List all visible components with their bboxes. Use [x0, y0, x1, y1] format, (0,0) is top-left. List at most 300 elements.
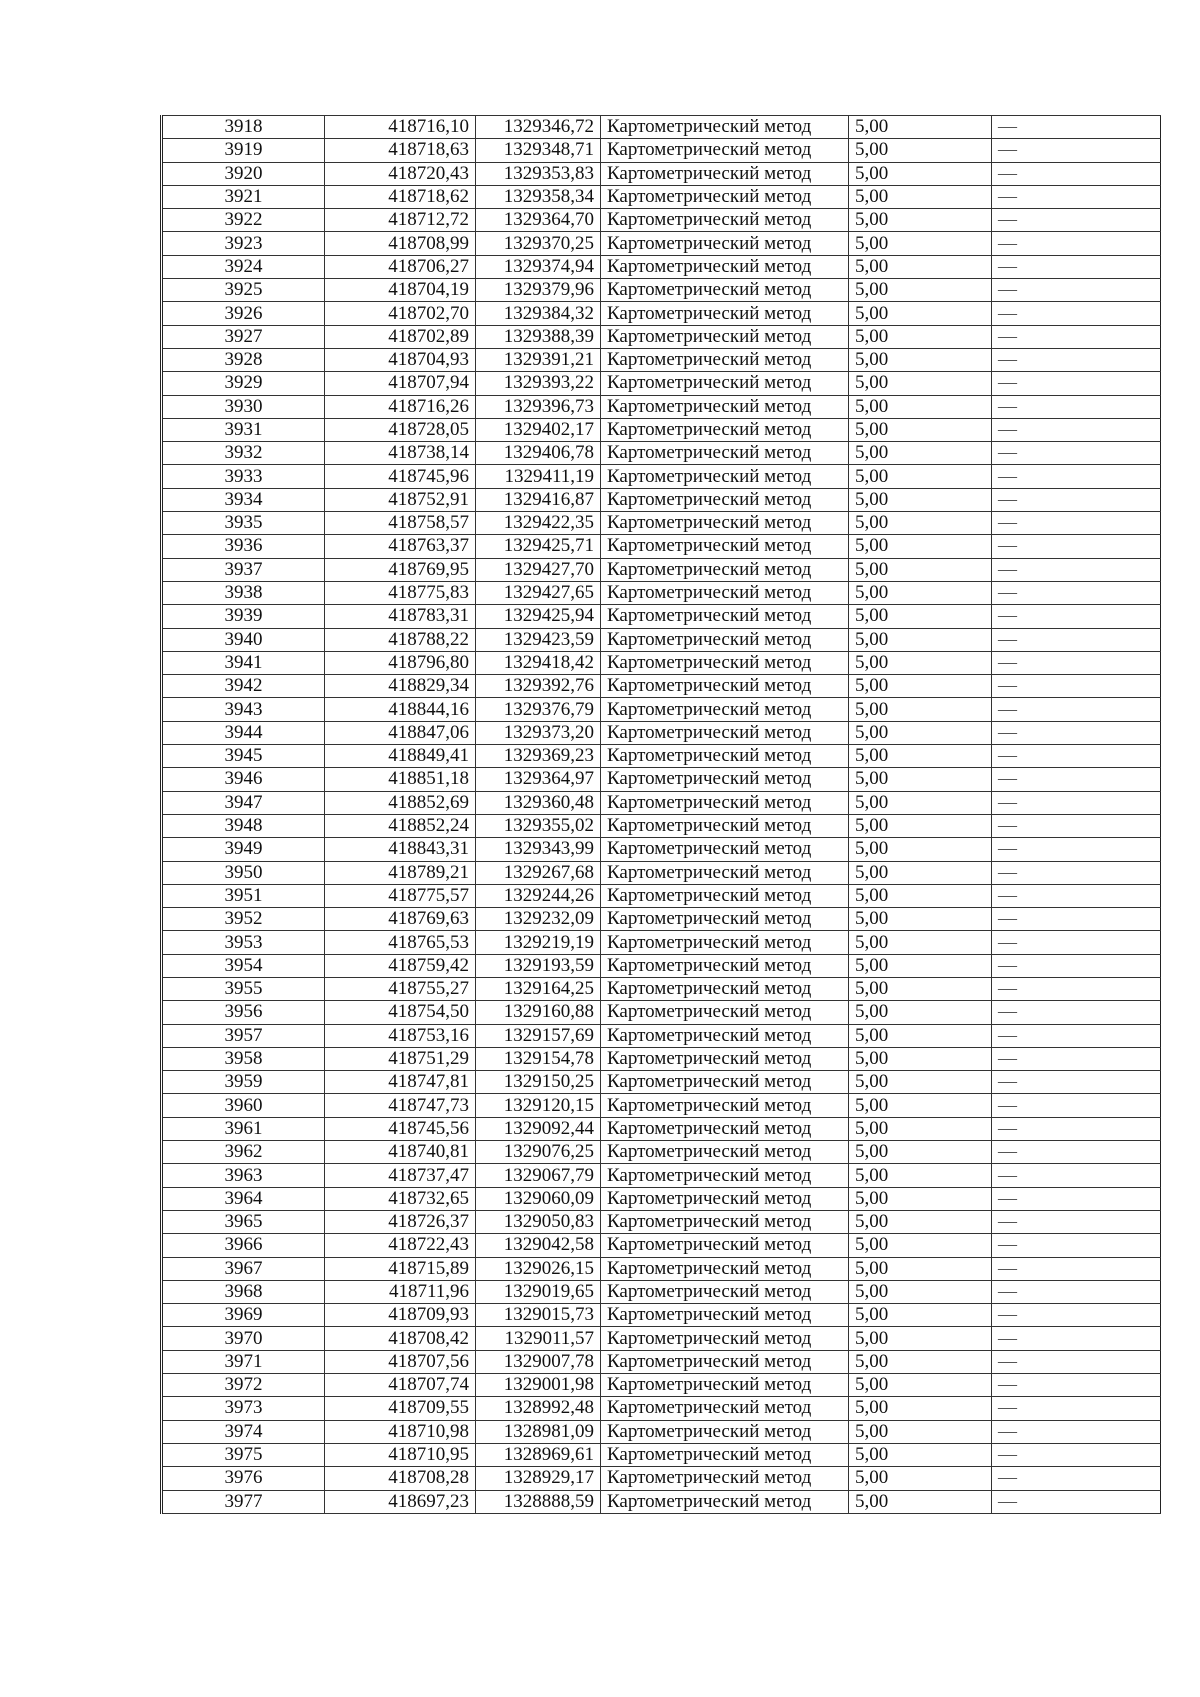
- method-cell: Картометрический метод: [601, 698, 849, 721]
- precision-cell: 5,00: [849, 954, 992, 977]
- y-coordinate-cell: 1329391,21: [476, 348, 601, 371]
- point-number-cell: 3961: [162, 1117, 325, 1140]
- precision-cell: 5,00: [849, 721, 992, 744]
- table-row: [162, 535, 1161, 558]
- method-cell: Картометрический метод: [601, 768, 849, 791]
- table-row: [162, 605, 1161, 628]
- point-number-cell: 3918: [162, 116, 325, 139]
- method-cell: Картометрический метод: [601, 512, 849, 535]
- precision-cell: 5,00: [849, 1257, 992, 1280]
- note-cell: —: [992, 442, 1161, 465]
- note-cell: —: [992, 1467, 1161, 1490]
- note-cell: —: [992, 675, 1161, 698]
- table-row: [162, 1047, 1161, 1070]
- table-row: [162, 255, 1161, 278]
- table-row: [162, 1420, 1161, 1443]
- note-cell: —: [992, 395, 1161, 418]
- method-cell: Картометрический метод: [601, 814, 849, 837]
- y-coordinate-cell: 1329150,25: [476, 1071, 601, 1094]
- point-number-cell: 3934: [162, 488, 325, 511]
- precision-cell: 5,00: [849, 1467, 992, 1490]
- y-coordinate-cell: 1328992,48: [476, 1397, 601, 1420]
- precision-cell: 5,00: [849, 465, 992, 488]
- precision-cell: 5,00: [849, 745, 992, 768]
- method-cell: Картометрический метод: [601, 325, 849, 348]
- method-cell: Картометрический метод: [601, 1397, 849, 1420]
- x-coordinate-cell: 418737,47: [325, 1164, 476, 1187]
- point-number-cell: 3950: [162, 861, 325, 884]
- x-coordinate-cell: 418843,31: [325, 838, 476, 861]
- note-cell: —: [992, 232, 1161, 255]
- y-coordinate-cell: 1329364,97: [476, 768, 601, 791]
- y-coordinate-cell: 1329007,78: [476, 1350, 601, 1373]
- table-row: [162, 581, 1161, 604]
- point-number-cell: 3919: [162, 139, 325, 162]
- note-cell: —: [992, 1094, 1161, 1117]
- note-cell: —: [992, 1374, 1161, 1397]
- note-cell: —: [992, 698, 1161, 721]
- precision-cell: 5,00: [849, 209, 992, 232]
- y-coordinate-cell: 1329425,71: [476, 535, 601, 558]
- precision-cell: 5,00: [849, 1374, 992, 1397]
- x-coordinate-cell: 418708,28: [325, 1467, 476, 1490]
- x-coordinate-cell: 418708,99: [325, 232, 476, 255]
- point-number-cell: 3942: [162, 675, 325, 698]
- note-cell: —: [992, 884, 1161, 907]
- method-cell: Картометрический метод: [601, 372, 849, 395]
- table-row: [162, 1001, 1161, 1024]
- y-coordinate-cell: 1329346,72: [476, 116, 601, 139]
- table-row: [162, 139, 1161, 162]
- y-coordinate-cell: 1329067,79: [476, 1164, 601, 1187]
- precision-cell: 5,00: [849, 1141, 992, 1164]
- x-coordinate-cell: 418829,34: [325, 675, 476, 698]
- x-coordinate-cell: 418755,27: [325, 977, 476, 1000]
- y-coordinate-cell: 1329015,73: [476, 1304, 601, 1327]
- precision-cell: 5,00: [849, 581, 992, 604]
- point-number-cell: 3940: [162, 628, 325, 651]
- method-cell: Картометрический метод: [601, 931, 849, 954]
- table-row: [162, 395, 1161, 418]
- method-cell: Картометрический метод: [601, 675, 849, 698]
- point-number-cell: 3954: [162, 954, 325, 977]
- precision-cell: 5,00: [849, 558, 992, 581]
- precision-cell: 5,00: [849, 931, 992, 954]
- y-coordinate-cell: 1329353,83: [476, 162, 601, 185]
- precision-cell: 5,00: [849, 1304, 992, 1327]
- precision-cell: 5,00: [849, 1443, 992, 1466]
- note-cell: —: [992, 1327, 1161, 1350]
- precision-cell: 5,00: [849, 1280, 992, 1303]
- note-cell: —: [992, 1187, 1161, 1210]
- method-cell: Картометрический метод: [601, 1467, 849, 1490]
- y-coordinate-cell: 1329092,44: [476, 1117, 601, 1140]
- note-cell: —: [992, 185, 1161, 208]
- method-cell: Картометрический метод: [601, 1420, 849, 1443]
- table-row: [162, 1094, 1161, 1117]
- x-coordinate-cell: 418852,69: [325, 791, 476, 814]
- precision-cell: 5,00: [849, 418, 992, 441]
- point-number-cell: 3920: [162, 162, 325, 185]
- x-coordinate-cell: 418716,26: [325, 395, 476, 418]
- x-coordinate-cell: 418745,96: [325, 465, 476, 488]
- x-coordinate-cell: 418765,53: [325, 931, 476, 954]
- x-coordinate-cell: 418702,89: [325, 325, 476, 348]
- precision-cell: 5,00: [849, 838, 992, 861]
- precision-cell: 5,00: [849, 255, 992, 278]
- method-cell: Картометрический метод: [601, 1257, 849, 1280]
- x-coordinate-cell: 418728,05: [325, 418, 476, 441]
- method-cell: Картометрический метод: [601, 535, 849, 558]
- method-cell: Картометрический метод: [601, 581, 849, 604]
- x-coordinate-cell: 418707,94: [325, 372, 476, 395]
- method-cell: Картометрический метод: [601, 255, 849, 278]
- note-cell: —: [992, 745, 1161, 768]
- note-cell: —: [992, 1280, 1161, 1303]
- point-number-cell: 3962: [162, 1141, 325, 1164]
- precision-cell: 5,00: [849, 1234, 992, 1257]
- x-coordinate-cell: 418759,42: [325, 954, 476, 977]
- method-cell: Картометрический метод: [601, 1210, 849, 1233]
- x-coordinate-cell: 418852,24: [325, 814, 476, 837]
- point-number-cell: 3964: [162, 1187, 325, 1210]
- precision-cell: 5,00: [849, 442, 992, 465]
- y-coordinate-cell: 1329369,23: [476, 745, 601, 768]
- y-coordinate-cell: 1329425,94: [476, 605, 601, 628]
- note-cell: —: [992, 372, 1161, 395]
- y-coordinate-cell: 1329154,78: [476, 1047, 601, 1070]
- precision-cell: 5,00: [849, 884, 992, 907]
- x-coordinate-cell: 418753,16: [325, 1024, 476, 1047]
- precision-cell: 5,00: [849, 185, 992, 208]
- method-cell: Картометрический метод: [601, 884, 849, 907]
- y-coordinate-cell: 1329019,65: [476, 1280, 601, 1303]
- point-number-cell: 3933: [162, 465, 325, 488]
- precision-cell: 5,00: [849, 395, 992, 418]
- y-coordinate-cell: 1329388,39: [476, 325, 601, 348]
- point-number-cell: 3926: [162, 302, 325, 325]
- x-coordinate-cell: 418726,37: [325, 1210, 476, 1233]
- table-row: [162, 1374, 1161, 1397]
- point-number-cell: 3965: [162, 1210, 325, 1233]
- method-cell: Картометрический метод: [601, 1234, 849, 1257]
- point-number-cell: 3951: [162, 884, 325, 907]
- note-cell: —: [992, 512, 1161, 535]
- method-cell: Картометрический метод: [601, 1443, 849, 1466]
- point-number-cell: 3955: [162, 977, 325, 1000]
- precision-cell: 5,00: [849, 675, 992, 698]
- point-number-cell: 3952: [162, 908, 325, 931]
- precision-cell: 5,00: [849, 1210, 992, 1233]
- x-coordinate-cell: 418720,43: [325, 162, 476, 185]
- y-coordinate-cell: 1329360,48: [476, 791, 601, 814]
- precision-cell: 5,00: [849, 162, 992, 185]
- note-cell: —: [992, 791, 1161, 814]
- x-coordinate-cell: 418704,93: [325, 348, 476, 371]
- precision-cell: 5,00: [849, 325, 992, 348]
- note-cell: —: [992, 1071, 1161, 1094]
- point-number-cell: 3959: [162, 1071, 325, 1094]
- note-cell: —: [992, 1420, 1161, 1443]
- table-row: [162, 768, 1161, 791]
- note-cell: —: [992, 116, 1161, 139]
- table-row: [162, 814, 1161, 837]
- y-coordinate-cell: 1329370,25: [476, 232, 601, 255]
- table-row: [162, 1257, 1161, 1280]
- note-cell: —: [992, 861, 1161, 884]
- method-cell: Картометрический метод: [601, 1327, 849, 1350]
- y-coordinate-cell: 1329427,65: [476, 581, 601, 604]
- table-row: [162, 348, 1161, 371]
- y-coordinate-cell: 1329060,09: [476, 1187, 601, 1210]
- y-coordinate-cell: 1329411,19: [476, 465, 601, 488]
- precision-cell: 5,00: [849, 791, 992, 814]
- coordinates-table: [160, 115, 1161, 1514]
- point-number-cell: 3953: [162, 931, 325, 954]
- point-number-cell: 3960: [162, 1094, 325, 1117]
- y-coordinate-cell: 1328929,17: [476, 1467, 601, 1490]
- y-coordinate-cell: 1329416,87: [476, 488, 601, 511]
- y-coordinate-cell: 1329076,25: [476, 1141, 601, 1164]
- note-cell: —: [992, 651, 1161, 674]
- y-coordinate-cell: 1329406,78: [476, 442, 601, 465]
- point-number-cell: 3928: [162, 348, 325, 371]
- y-coordinate-cell: 1329355,02: [476, 814, 601, 837]
- note-cell: —: [992, 1490, 1161, 1513]
- precision-cell: 5,00: [849, 488, 992, 511]
- method-cell: Картометрический метод: [601, 116, 849, 139]
- point-number-cell: 3941: [162, 651, 325, 674]
- x-coordinate-cell: 418732,65: [325, 1187, 476, 1210]
- table-row: [162, 675, 1161, 698]
- method-cell: Картометрический метод: [601, 302, 849, 325]
- note-cell: —: [992, 279, 1161, 302]
- table-row: [162, 465, 1161, 488]
- note-cell: —: [992, 1350, 1161, 1373]
- method-cell: Картометрический метод: [601, 1490, 849, 1513]
- table-row: [162, 908, 1161, 931]
- note-cell: —: [992, 302, 1161, 325]
- point-number-cell: 3935: [162, 512, 325, 535]
- y-coordinate-cell: 1329422,35: [476, 512, 601, 535]
- x-coordinate-cell: 418710,98: [325, 1420, 476, 1443]
- x-coordinate-cell: 418849,41: [325, 745, 476, 768]
- y-coordinate-cell: 1329396,73: [476, 395, 601, 418]
- method-cell: Картометрический метод: [601, 232, 849, 255]
- y-coordinate-cell: 1329358,34: [476, 185, 601, 208]
- precision-cell: 5,00: [849, 1397, 992, 1420]
- x-coordinate-cell: 418707,74: [325, 1374, 476, 1397]
- table-row: [162, 185, 1161, 208]
- x-coordinate-cell: 418775,83: [325, 581, 476, 604]
- point-number-cell: 3922: [162, 209, 325, 232]
- precision-cell: 5,00: [849, 512, 992, 535]
- y-coordinate-cell: 1329376,79: [476, 698, 601, 721]
- y-coordinate-cell: 1329374,94: [476, 255, 601, 278]
- method-cell: Картометрический метод: [601, 1071, 849, 1094]
- y-coordinate-cell: 1329393,22: [476, 372, 601, 395]
- note-cell: —: [992, 139, 1161, 162]
- note-cell: —: [992, 1397, 1161, 1420]
- table-row: [162, 721, 1161, 744]
- method-cell: Картометрический метод: [601, 1164, 849, 1187]
- precision-cell: 5,00: [849, 1187, 992, 1210]
- precision-cell: 5,00: [849, 861, 992, 884]
- method-cell: Картометрический метод: [601, 1141, 849, 1164]
- note-cell: —: [992, 1443, 1161, 1466]
- point-number-cell: 3936: [162, 535, 325, 558]
- note-cell: —: [992, 1024, 1161, 1047]
- x-coordinate-cell: 418788,22: [325, 628, 476, 651]
- note-cell: —: [992, 1141, 1161, 1164]
- table-row: [162, 209, 1161, 232]
- point-number-cell: 3974: [162, 1420, 325, 1443]
- table-row: [162, 931, 1161, 954]
- precision-cell: 5,00: [849, 768, 992, 791]
- note-cell: —: [992, 1234, 1161, 1257]
- table-row: [162, 512, 1161, 535]
- x-coordinate-cell: 418709,55: [325, 1397, 476, 1420]
- precision-cell: 5,00: [849, 1071, 992, 1094]
- y-coordinate-cell: 1329219,19: [476, 931, 601, 954]
- y-coordinate-cell: 1329011,57: [476, 1327, 601, 1350]
- x-coordinate-cell: 418754,50: [325, 1001, 476, 1024]
- note-cell: —: [992, 1257, 1161, 1280]
- x-coordinate-cell: 418775,57: [325, 884, 476, 907]
- method-cell: Картометрический метод: [601, 861, 849, 884]
- precision-cell: 5,00: [849, 1420, 992, 1443]
- method-cell: Картометрический метод: [601, 488, 849, 511]
- y-coordinate-cell: 1328981,09: [476, 1420, 601, 1443]
- precision-cell: 5,00: [849, 605, 992, 628]
- point-number-cell: 3966: [162, 1234, 325, 1257]
- x-coordinate-cell: 418796,80: [325, 651, 476, 674]
- table-row: [162, 977, 1161, 1000]
- x-coordinate-cell: 418851,18: [325, 768, 476, 791]
- point-number-cell: 3972: [162, 1374, 325, 1397]
- x-coordinate-cell: 418844,16: [325, 698, 476, 721]
- table-row: [162, 1327, 1161, 1350]
- y-coordinate-cell: 1329164,25: [476, 977, 601, 1000]
- table-row: [162, 418, 1161, 441]
- method-cell: Картометрический метод: [601, 651, 849, 674]
- precision-cell: 5,00: [849, 302, 992, 325]
- point-number-cell: 3932: [162, 442, 325, 465]
- method-cell: Картометрический метод: [601, 1350, 849, 1373]
- method-cell: Картометрический метод: [601, 605, 849, 628]
- x-coordinate-cell: 418738,14: [325, 442, 476, 465]
- precision-cell: 5,00: [849, 535, 992, 558]
- method-cell: Картометрический метод: [601, 1187, 849, 1210]
- note-cell: —: [992, 1117, 1161, 1140]
- table-row: [162, 279, 1161, 302]
- precision-cell: 5,00: [849, 1001, 992, 1024]
- point-number-cell: 3927: [162, 325, 325, 348]
- y-coordinate-cell: 1329423,59: [476, 628, 601, 651]
- x-coordinate-cell: 418752,91: [325, 488, 476, 511]
- table-row: [162, 1490, 1161, 1513]
- y-coordinate-cell: 1329232,09: [476, 908, 601, 931]
- x-coordinate-cell: 418708,42: [325, 1327, 476, 1350]
- x-coordinate-cell: 418702,70: [325, 302, 476, 325]
- table-row: [162, 372, 1161, 395]
- point-number-cell: 3970: [162, 1327, 325, 1350]
- y-coordinate-cell: 1329402,17: [476, 418, 601, 441]
- x-coordinate-cell: 418789,21: [325, 861, 476, 884]
- point-number-cell: 3948: [162, 814, 325, 837]
- note-cell: —: [992, 209, 1161, 232]
- method-cell: Картометрический метод: [601, 1094, 849, 1117]
- method-cell: Картометрический метод: [601, 395, 849, 418]
- table-row: [162, 791, 1161, 814]
- point-number-cell: 3921: [162, 185, 325, 208]
- precision-cell: 5,00: [849, 977, 992, 1000]
- point-number-cell: 3945: [162, 745, 325, 768]
- y-coordinate-cell: 1328888,59: [476, 1490, 601, 1513]
- point-number-cell: 3943: [162, 698, 325, 721]
- note-cell: —: [992, 1164, 1161, 1187]
- x-coordinate-cell: 418716,10: [325, 116, 476, 139]
- note-cell: —: [992, 325, 1161, 348]
- table-row: [162, 884, 1161, 907]
- x-coordinate-cell: 418722,43: [325, 1234, 476, 1257]
- method-cell: Картометрический метод: [601, 558, 849, 581]
- method-cell: Картометрический метод: [601, 348, 849, 371]
- point-number-cell: 3977: [162, 1490, 325, 1513]
- precision-cell: 5,00: [849, 1350, 992, 1373]
- table-row: [162, 1443, 1161, 1466]
- precision-cell: 5,00: [849, 1117, 992, 1140]
- note-cell: —: [992, 814, 1161, 837]
- y-coordinate-cell: 1329042,58: [476, 1234, 601, 1257]
- method-cell: Картометрический метод: [601, 1117, 849, 1140]
- y-coordinate-cell: 1329050,83: [476, 1210, 601, 1233]
- note-cell: —: [992, 581, 1161, 604]
- y-coordinate-cell: 1329001,98: [476, 1374, 601, 1397]
- precision-cell: 5,00: [849, 908, 992, 931]
- y-coordinate-cell: 1329384,32: [476, 302, 601, 325]
- point-number-cell: 3969: [162, 1304, 325, 1327]
- table-row: [162, 745, 1161, 768]
- precision-cell: 5,00: [849, 628, 992, 651]
- method-cell: Картометрический метод: [601, 977, 849, 1000]
- x-coordinate-cell: 418745,56: [325, 1117, 476, 1140]
- point-number-cell: 3923: [162, 232, 325, 255]
- note-cell: —: [992, 977, 1161, 1000]
- point-number-cell: 3973: [162, 1397, 325, 1420]
- point-number-cell: 3949: [162, 838, 325, 861]
- precision-cell: 5,00: [849, 372, 992, 395]
- method-cell: Картометрический метод: [601, 791, 849, 814]
- x-coordinate-cell: 418751,29: [325, 1047, 476, 1070]
- point-number-cell: 3931: [162, 418, 325, 441]
- precision-cell: 5,00: [849, 279, 992, 302]
- x-coordinate-cell: 418740,81: [325, 1141, 476, 1164]
- precision-cell: 5,00: [849, 1024, 992, 1047]
- note-cell: —: [992, 535, 1161, 558]
- precision-cell: 5,00: [849, 232, 992, 255]
- y-coordinate-cell: 1329193,59: [476, 954, 601, 977]
- note-cell: —: [992, 1210, 1161, 1233]
- method-cell: Картометрический метод: [601, 418, 849, 441]
- table-row: [162, 1141, 1161, 1164]
- point-number-cell: 3938: [162, 581, 325, 604]
- table-row: [162, 1187, 1161, 1210]
- table-row: [162, 1467, 1161, 1490]
- method-cell: Картометрический метод: [601, 1047, 849, 1070]
- table-row: [162, 1350, 1161, 1373]
- method-cell: Картометрический метод: [601, 162, 849, 185]
